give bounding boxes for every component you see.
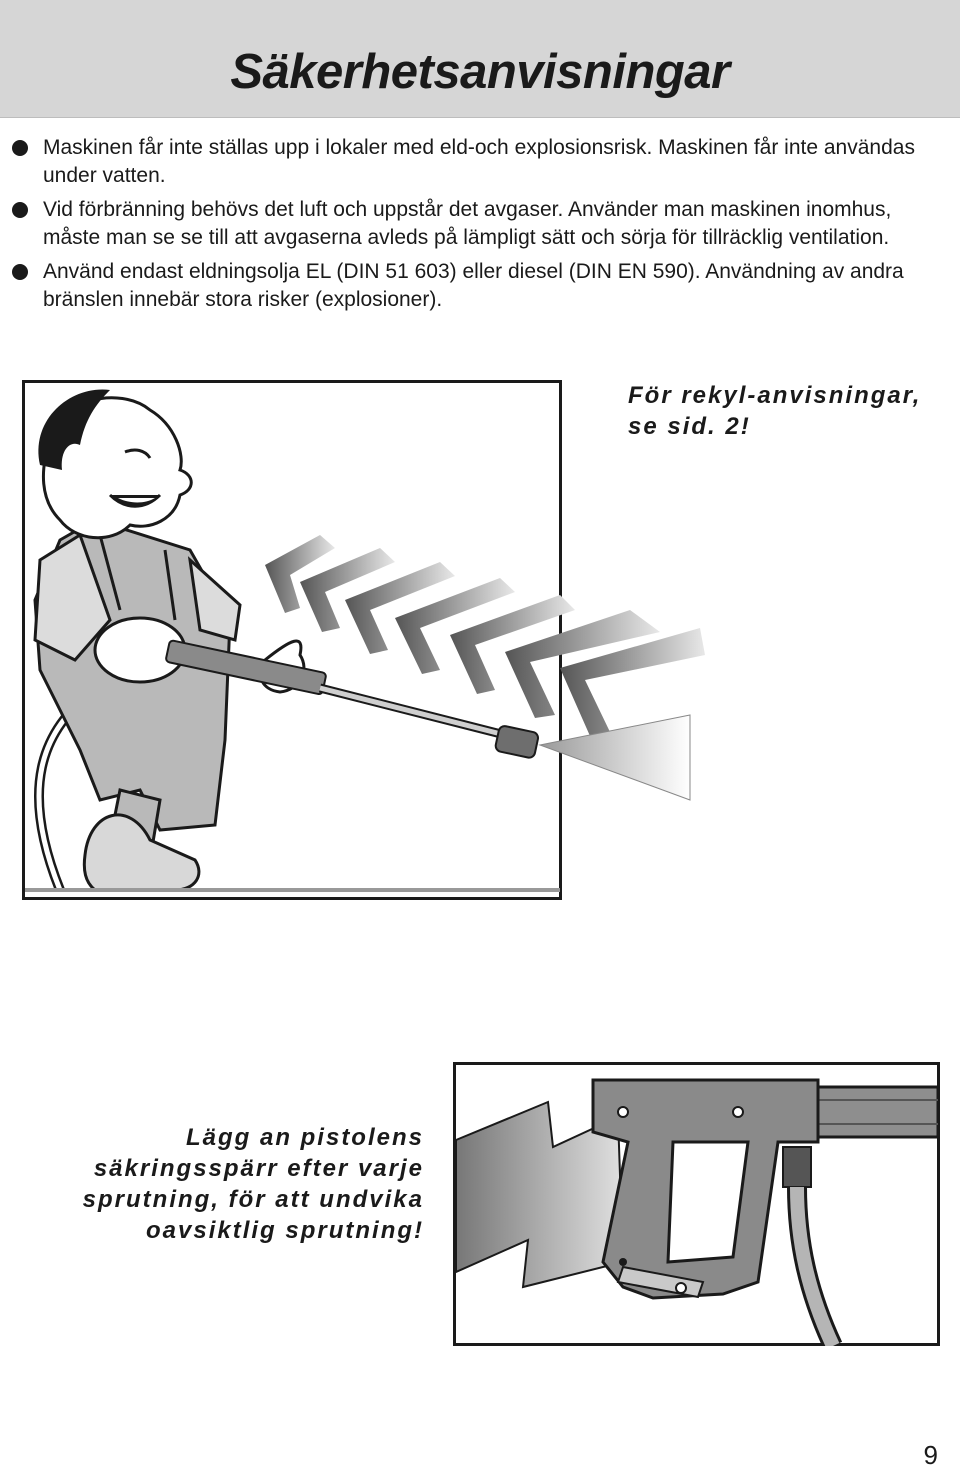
bullet-icon <box>12 140 28 156</box>
recoil-arrows-icon <box>265 535 705 736</box>
recoil-callout <box>628 380 948 442</box>
recoil-callout-line: se sid. 2! <box>628 413 751 440</box>
safety-lock-callout-line: sprutning, för att undvika <box>82 1186 424 1213</box>
safety-point-ventilation <box>0 196 960 252</box>
safety-lock-callout-line: säkringsspärr efter varje <box>93 1155 424 1182</box>
safety-point-text: Vid förbränning behövs det luft och uppstår det avgaser. Använder man maskinen inomhus, måste man se se till att avgaserna avleds på lämpligt sätt och sörja för tillräcklig ventilation. <box>43 198 892 249</box>
worker-spraying-illustration <box>0 370 720 910</box>
safety-lock-callout-line: Lägg an pistolens <box>185 1124 424 1151</box>
bullet-icon <box>12 202 28 218</box>
page-number: 9 <box>923 1440 938 1470</box>
recoil-callout-line: För rekyl-anvisningar, <box>628 382 922 409</box>
safety-point-fire-risk <box>0 134 960 190</box>
water-spray-icon <box>540 715 690 800</box>
safety-list <box>0 134 960 320</box>
safety-lock-callout-line: oavsiktlig sprutning! <box>145 1217 424 1244</box>
safety-point-text: Maskinen får inte ställas upp i lokaler med eld-och explosionsrisk. Maskinen får inte användas under vatten. <box>43 136 915 187</box>
page-title: Säkerhetsanvisningar <box>230 45 730 99</box>
safety-lock-callout <box>40 1122 424 1246</box>
safety-point-fuel <box>0 258 960 314</box>
bullet-icon <box>12 264 28 280</box>
safety-point-text: Använd endast eldningsolja EL (DIN 51 603) eller diesel (DIN EN 590). Användning av andra bränslen innebär stora risker (explosioner). <box>43 260 904 311</box>
spray-gun-safety-lock-illustration <box>453 1062 940 1346</box>
